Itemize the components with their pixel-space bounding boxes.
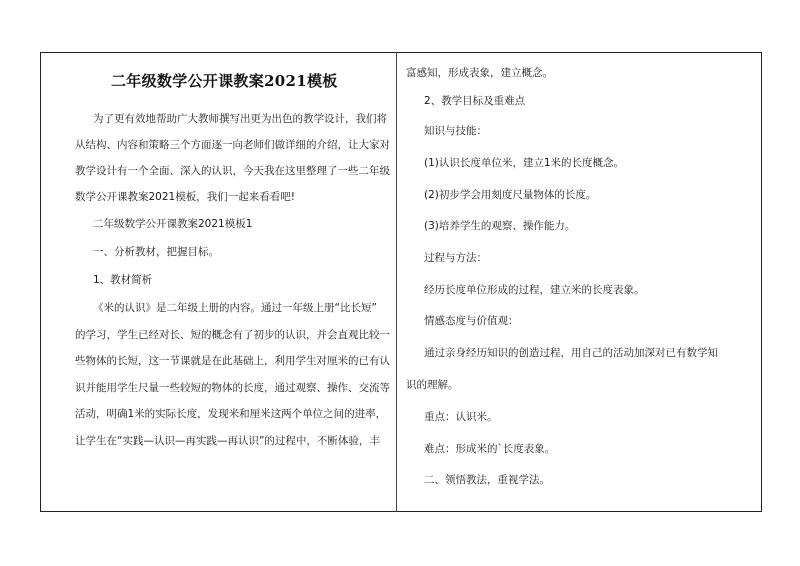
difficult-point: 难点：形成米的`长度表象。 (424, 443, 556, 455)
section-heading-template-1: 二年级数学公开课教案2021模板1 (93, 218, 253, 230)
intro-line-1: 为了更有效地帮助广大教师撰写出更为出色的教学设计，我们将 (93, 113, 387, 125)
left-column (41, 52, 396, 512)
section-heading-methods: 二、领悟教法，重视学法。 (424, 474, 550, 486)
subheading-teaching-goals: 2、教学目标及重难点 (424, 95, 526, 107)
attitude-line-2: 识的理解。 (406, 379, 459, 391)
section-heading-analysis: 一、分析教材，把握目标。 (93, 246, 219, 258)
intro-line-3: 教学设计有一个全面、深入的认识，今天我在这里整理了一些二年级 (75, 165, 390, 177)
process-method-text: 经历长度单位形成的过程，建立米的长度表象。 (424, 284, 645, 296)
body-line-5: 活动，明确1米的实际长度，发现米和厘米这两个单位之间的进率， (75, 408, 387, 420)
column-divider (396, 52, 397, 512)
attitude-line-1: 通过亲身经历知识的创造过程，用自己的活动加深对已有数学知 (424, 347, 718, 359)
label-attitude-values: 情感态度与价值观： (424, 315, 519, 327)
intro-line-2: 从结构、内容和策略三个方面逐一向老师们做详细的介绍，让大家对 (75, 139, 390, 151)
body-line-1: 《米的认识》是二年级上册的内容。通过一年级上册“比长短” (93, 302, 377, 314)
key-point: 重点：认识米。 (424, 411, 498, 423)
body-line-4: 识并能用学生尺量一些较短的物体的长度，通过观察、操作、交流等 (75, 382, 390, 394)
body-line-3: 些物体的长短，这一节课就是在此基础上，利用学生对厘米的已有认 (75, 355, 390, 367)
body-line-2: 的学习，学生已经对长、短的概念有了初步的认识，并会直观比较一 (75, 329, 390, 341)
goal-item-3: (3)培养学生的观察、操作能力。 (424, 220, 576, 232)
subheading-textbook-analysis: 1、教材简析 (93, 274, 153, 286)
right-line-1: 富感知，形成表象，建立概念。 (406, 67, 553, 79)
label-knowledge-skills: 知识与技能： (424, 125, 487, 137)
label-process-method: 过程与方法： (424, 252, 487, 264)
goal-item-1: (1)认识长度单位米，建立1米的长度概念。 (424, 157, 625, 169)
intro-line-4: 数学公开课教案2021模板，我们一起来看看吧! (75, 191, 295, 203)
goal-item-2: (2)初步学会用刻度尺量物体的长度。 (424, 189, 597, 201)
right-column (398, 52, 760, 512)
body-line-6: 让学生在“实践—认识—再实践—再认识”的过程中，不断体验，丰 (75, 435, 380, 447)
document-title: 二年级数学公开课教案2021模板 (111, 72, 338, 90)
